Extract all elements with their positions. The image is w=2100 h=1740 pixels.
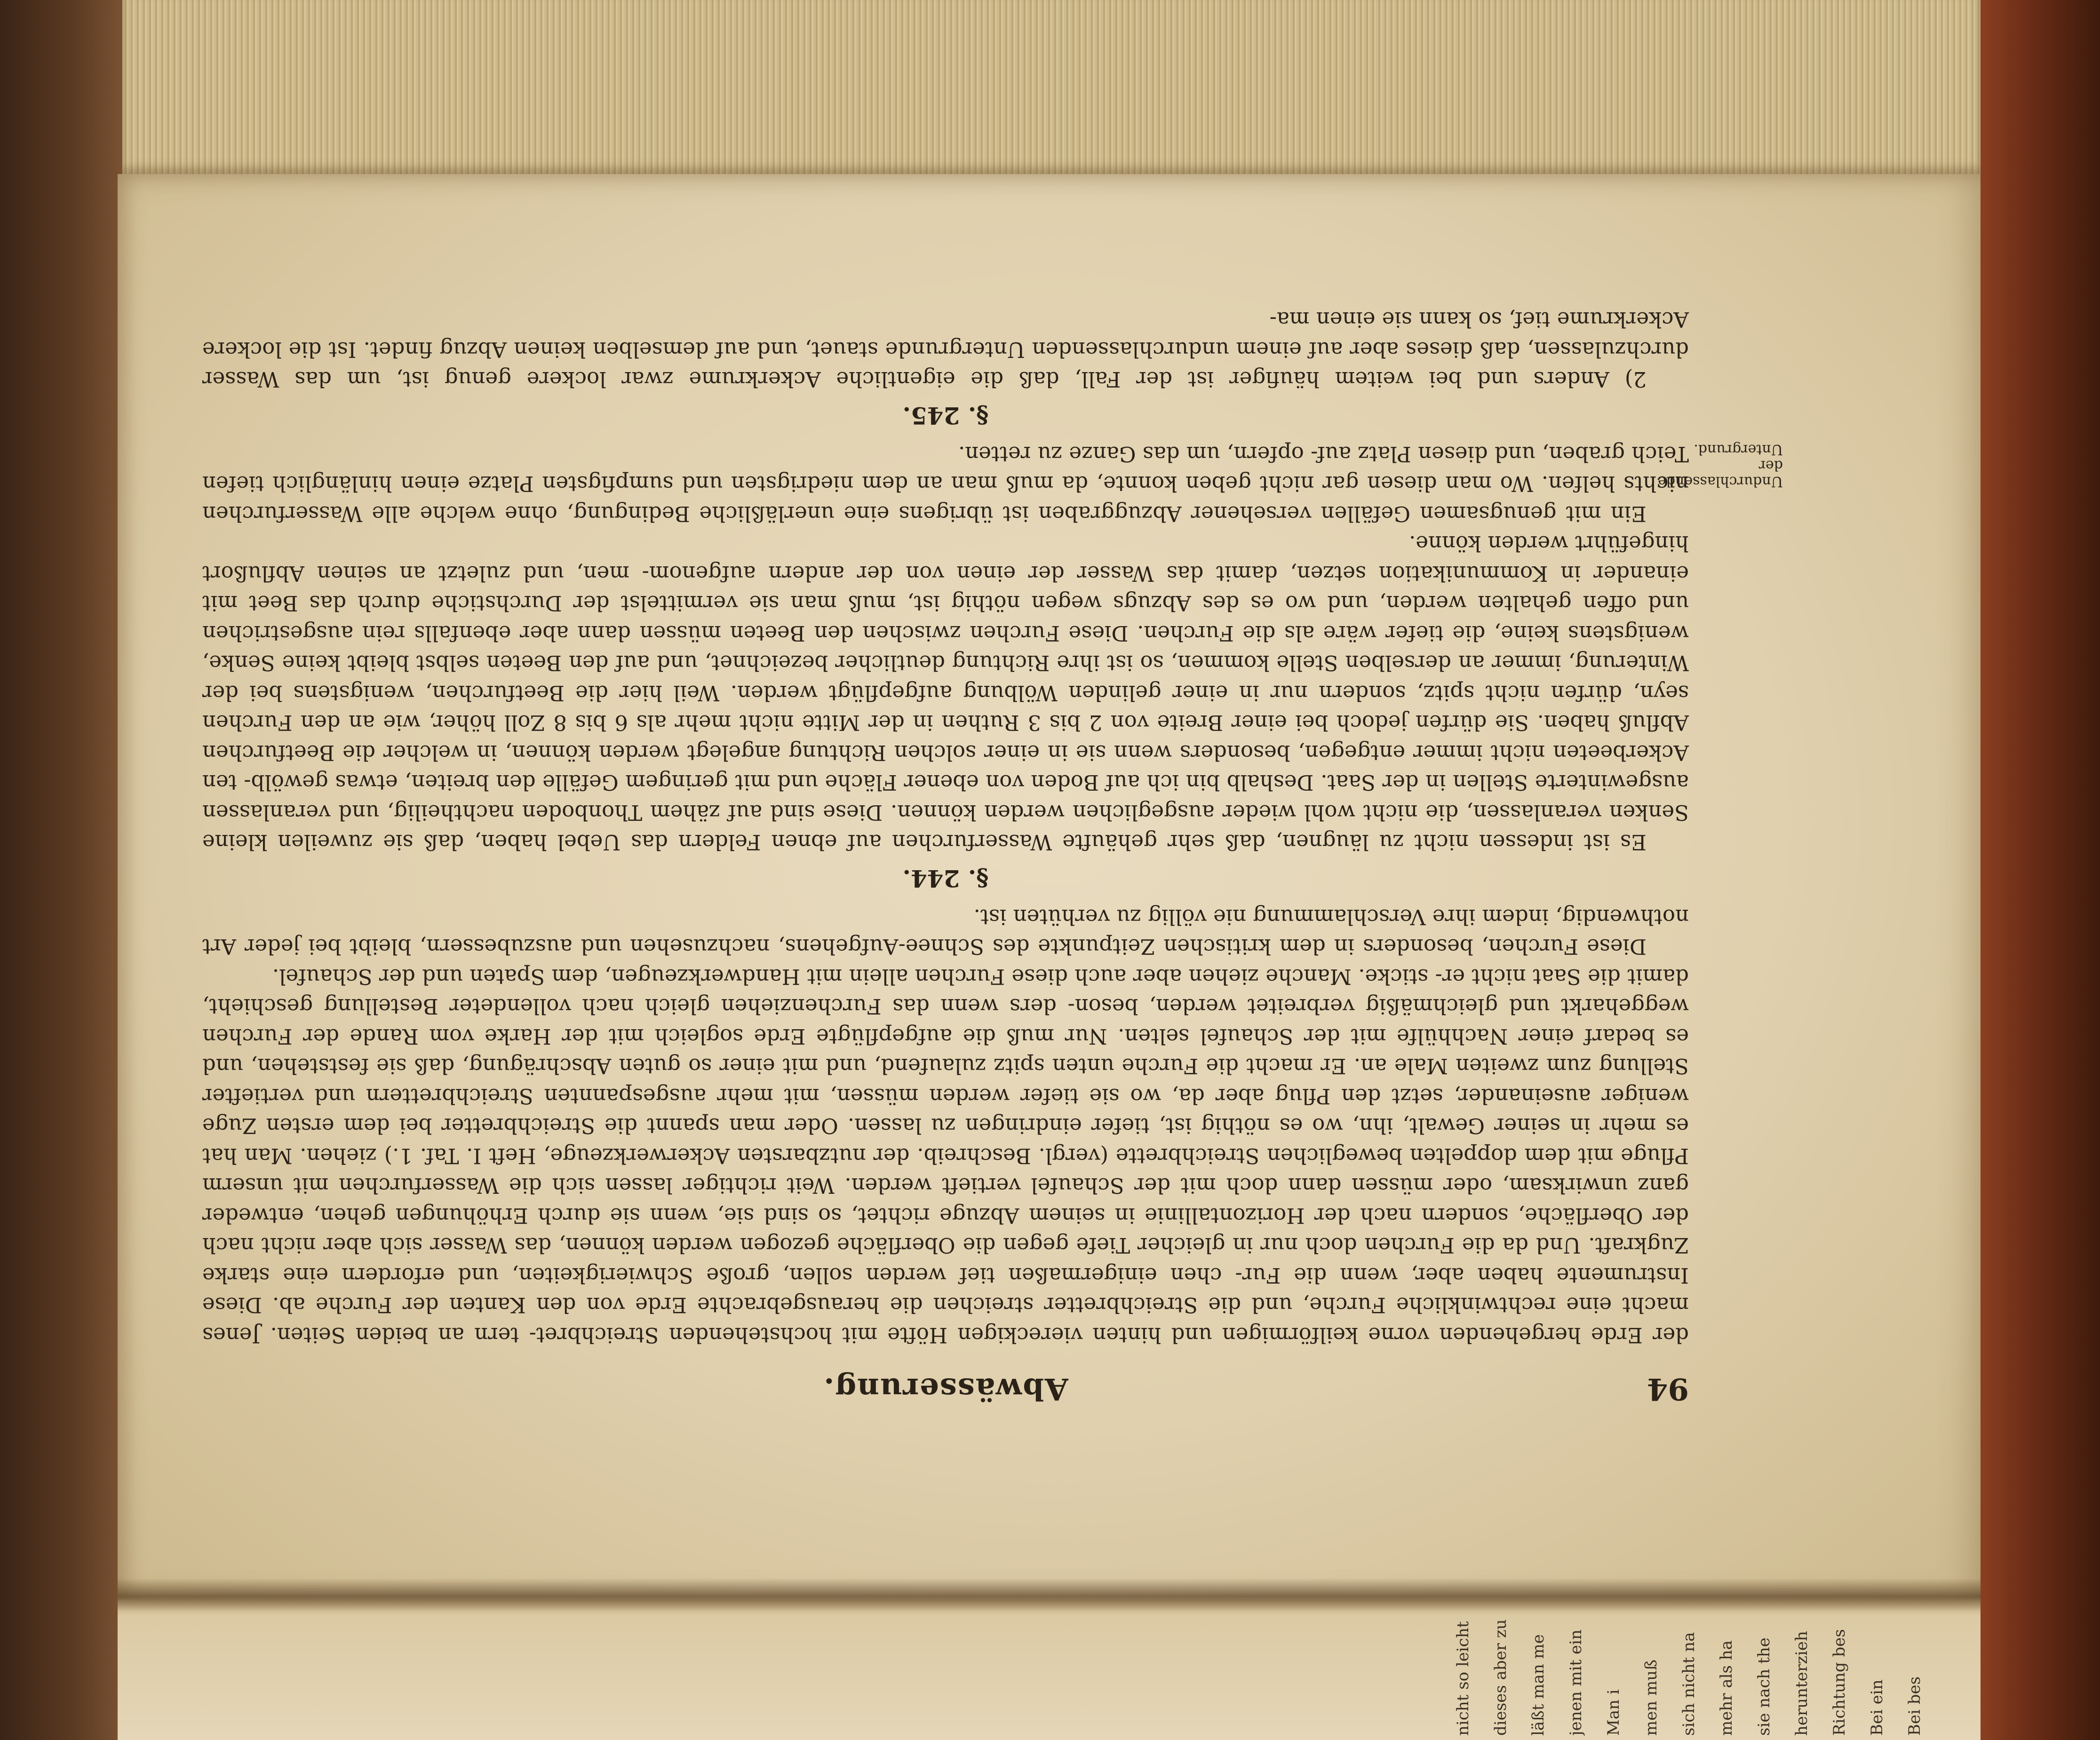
page-number: 94: [1647, 1371, 1689, 1406]
book-cover-right: [1981, 0, 2100, 1740]
paragraph: Es ist indessen nicht zu läugnen, daß sehr gehäufte Wasserfurchen auf ebnen Feldern das Uebel haben, daß sie zuweilen kleine Senken veranlassen, die nicht wohl wieder ausgeglichen werden können. Diese sind auf zähem Thonboden nachtheilig, und veranlassen ausgewinterte Stellen in der Saat. Deshalb bin ich auf Boden von ebener Fläche und mit geringem Gefälle den breiten, etwas gewölb- ten Ackerbeeten nicht immer entgegen, besonders wenn sie in einer solchen Richtung angelegt werden können, in welcher die Beetfurchen Abfluß haben. Sie dürfen jedoch bei einer Breite von 2 bis 3 Ruthen in der Mitte nicht mehr als 6 bis 8 Zoll höher, wie an den Furchen seyn, dürfen nicht spitz, sondern nur in einer gelinden Wölbung aufgepflügt werden. Weil hier die Beetfurchen, wenigstens bei der Winterung, immer an derselben Stelle kommen, so ist ihre Richtung deutlicher bezeichnet, und auf den Beeten selbst bleibt keine Senke, wenigstens keine, die tiefer wäre als die Furchen. Diese Furchen zwischen den Beeten müssen dann aber ebenfalls rein ausgestrichen und offen gehalten werden, und wo es des Abzugs wegen nöthig ist, muß man sie vermittelst der Durchstiche durch das Beet mit einander in Kommunikation setzen, damit das Wasser der einen von der andern aufgenom- men, und zuletzt an seinen Abflußort hingeführt werden könne.: [202, 531, 1689, 855]
section-heading: §. 245.: [902, 402, 989, 430]
text-fragment: sie nach the: [1755, 1637, 1774, 1736]
text-fragment: men muß: [1642, 1660, 1661, 1736]
section-heading: §. 244.: [902, 865, 989, 893]
text-fragment: Richtung bes: [1830, 1629, 1849, 1736]
text-fragment: nicht so leicht: [1454, 1621, 1472, 1736]
page-text-rotated: [202, 307, 1783, 1406]
page-edges: [122, 0, 1989, 174]
text-fragment: Bei bes: [1905, 1676, 1924, 1736]
text-fragment: läßt man me: [1529, 1634, 1548, 1736]
paragraph: Diese Furchen, besonders in dem kritischen Zeitpunkte des Schnee-Aufgehens, nachzusehen und auszubessern, bleibt bei jeder Art nothwendig, indem ihre Verschlammung nie völlig zu verhüten ist.: [202, 905, 1689, 960]
text-fragment: herunterzieh: [1792, 1631, 1811, 1736]
paragraph: der Erde hergehenden vorne keilförmigen und hinten viereckigen Höfte mit hochstehenden Streichbret- tern an beiden Seiten. Jenes macht eine rechtwinkliche Furche, und die Streichbretter streichen die herausgebrachte Erde von den Kanten der Furche ab. Diese Instrumente haben aber, wenn die Fur- chen einigermaßen tief werden sollen, große Schwierigkeiten, und erfordern eine starke Zugkraft. Und da die Furchen doch nur in gleicher Tiefe gegen die Oberfläche gezogen werden können, das Wasser sich aber nicht nach der Oberfläche, sondern nach der Horizontallinie in seinem Abzuge richtet, so sind sie, wenn sie durch Erhöhungen gehen, entweder ganz unwirksam, oder müssen dann doch mit der Schaufel vertieft werden. Weit richtiger lassen sich die Wasserfurchen mit unserm Pfluge mit dem doppelten beweglichen Streichbrette (vergl. Beschreib. der nutzbarsten Ackerwerkzeuge, Heft I. Taf. 1.) ziehen. Man hat es mehr in seiner Gewalt, ihn, wo es nöthig ist, tiefer eindringen zu lassen. Oder man spannt die Streichbretter bei dem ersten Zuge weniger auseinander, setzt den Pflug aber da, wo sie tiefer werden müssen, mit mehr ausgespannten Streichbrettern und vertiefter Stellung zum zweiten Male an. Er macht die Furche unten spitz zulaufend, und mit einer so guten Abschrägung, daß sie feststehen, und es bedarf einer Nachhülfe mit der Schaufel selten. Nur muß die aufgepflügte Erde sogleich mit der Harke vom Rande der Furchen weggeharkt und gleichmäßig verbreitet werden, beson- ders wenn das Furchenziehen gleich nach vollendeter Bestellung geschieht, damit die Saat nicht er- sticke. Manche ziehen aber auch diese Furchen allein mit Handwerkzeugen, dem Spaten und der Schaufel.: [202, 964, 1689, 1348]
text-fragment: mehr als ha: [1717, 1640, 1736, 1736]
paragraph: 2) Anders und bei weitem häufiger ist der Fall, daß die eigentliche Ackerkrume zwar lockere genug ist, um das Wasser durchzulassen, daß dieses aber auf einem undurchlassenden Untergrunde stauet, und auf demselben keinen Abzug findet. Ist die lockere Ackerkrume tief, so kann sie einen ma-: [202, 307, 1689, 392]
page-header: [202, 1350, 1689, 1406]
text-fragment: sich nicht na: [1679, 1632, 1698, 1736]
text-fragment: Man i: [1604, 1689, 1623, 1736]
next-page-text: [155, 1618, 1943, 1736]
text-fragment: Bei ein: [1868, 1679, 1886, 1736]
text-fragment: jenen mit ein: [1567, 1629, 1585, 1736]
running-head: Abwässerung.: [823, 1371, 1068, 1406]
page-gutter: [118, 1578, 1981, 1611]
page-body: [202, 305, 1783, 1350]
marginal-note: Undurchlassende der Untergrund.: [1658, 441, 1783, 490]
paragraph: Ein mit genugsamen Gefällen versehener Abzuggraben ist übrigens eine unerläßliche Bedingung, ohne welche alle Wasserfurchen nichts helfen. Wo man diesen gar nicht geben konnte, da muß man an dem niedrigsten und sumpfigsten Platze einen hinlänglich tiefen Teich graben, und diesen Platz auf- opfern, um das Ganze zu retten.: [202, 442, 1689, 526]
text-fragment: dieses aber zu: [1491, 1619, 1510, 1736]
book-cover-left: [0, 0, 122, 1740]
